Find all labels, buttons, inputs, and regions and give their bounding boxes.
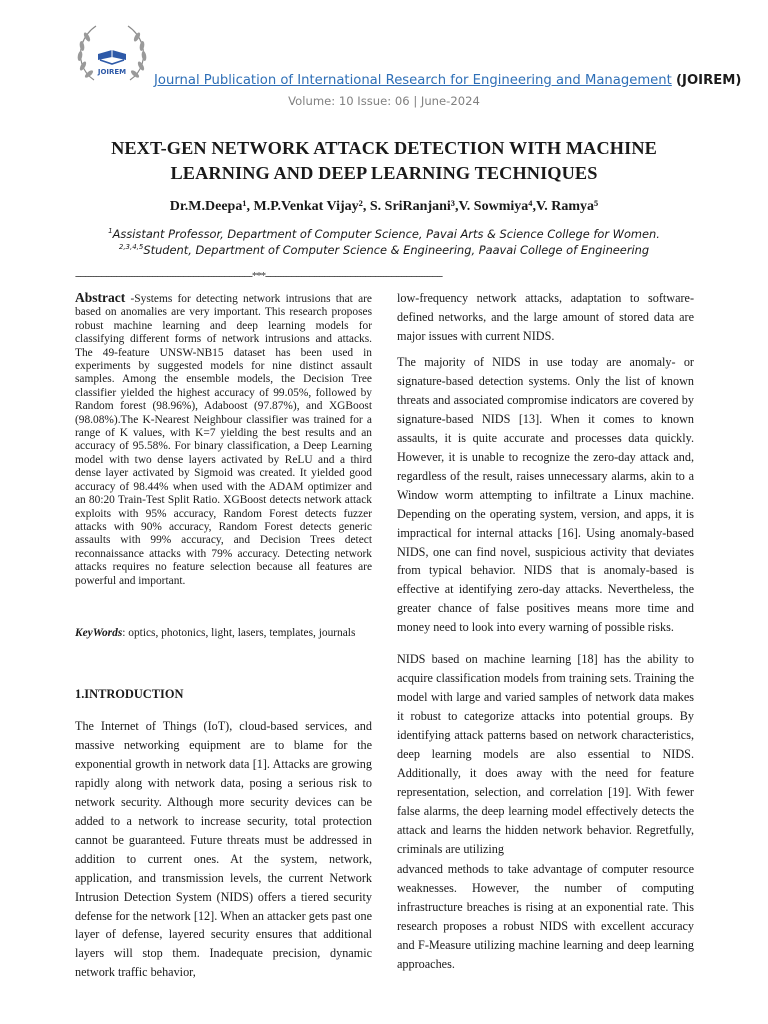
- journal-logo: [72, 16, 152, 96]
- intro-paragraph-1: The Internet of Things (IoT), cloud-based services, and massive networking equipment are to blame for the exponential growth in network data [1]. Attacks are growing rapidly along with network data, posing a serious risk to network security. Although more security devices can be added to a network to increase security, total protection cannot be guaranteed. Future threats must be addressed in addition to current ones. At the system, network, application, and transmission levels, the current Network Intrusion Detection System (NIDS) offers a tiered security defense for the network [12]. When an attacker gets past one layer of defense, layered security ensures that additional layers will stop them. Inadequate precision, dynamic network traffic behavior,: [75, 719, 372, 980]
- paper-title: NEXT-GEN NETWORK ATTACK DETECTION WITH MACHINE LEARNING AND DEEP LEARNING TECHNIQUES: [111, 138, 657, 183]
- right-paragraph-4: advanced methods to take advantage of computer resource weaknesses. However, the number of computing infrastructure breaches is rising at an exponential rate. This research proposes a robust NIDS with excellent accuracy and F-Measure utilizing machine learning and deep learning approaches.: [397, 862, 694, 971]
- abstract-text: -Systems for detecting network intrusions that are based on anomalies are very important. This research proposes robust machine learning and deep learning models for classifying different forms of network intrusions and attacks. The 49-feature UNSW-NB15 dataset has been used in experiments by suggested models for nine distinct assault samples. Among the ensemble models, the Decision Tree classifier yielded the highest accuracy of 99.05%, followed by Random forest (98.96%), Adaboost (97.87%), and XGBoost (98.08%).The K-Nearest Neighbour classifier was trained for a range of K values, with K=7 yielding the best results and an accuracy of 95.58%. For binary classification, a Deep Learning model with two dense layers activated by ReLU and a third dense layer activated by Sigmoid was created. It yielded good accuracy of 98.44% when used with the ADAM optimizer and an 80:20 Train-Test Split Ratio. XGBoost detects network attack exploits with 95% accuracy, Random Forest detects fuzzer attacks with 90% accuracy, Random Forest detects generic assaults with 99% accuracy, and Decision Trees detect reconnaissance attacks with 79% accuracy. Detecting network attacks requires no feature selection because all features are powerful and important.: [75, 293, 372, 587]
- affiliation-1: $^1$Assistant Professor, Department of Computer Science, Pavai Arts & Science College for Women.: [108, 227, 660, 241]
- right-paragraph-1: low-frequency network attacks, adaptation to software-defined networks, and the large amount of stored data are major issues with current NIDS.: [397, 291, 694, 343]
- abstract: [75, 291, 372, 588]
- svg-text:JOIREM: JOIREM: [97, 68, 127, 76]
- section-separator: ---------------------------------------------------------------------***---------------------------------------------------------------------: [75, 270, 442, 282]
- section-heading-introduction: 1.INTRODUCTION: [75, 687, 184, 701]
- right-paragraph-2: The majority of NIDS in use today are anomaly- or signature-based detection systems. Only the list of known threats and associated compromise indicators are covered by signature-based NIDS [13]. When it comes to known assaults, it is quite accurate and processes data quickly. However, it is unable to recognize the zero-day attack and, regardless of the result, raises unnecessary alarms, akin to a Window worm attempting to infiltrate a Linux machine. Depending on the operating system, version, and apps, it is impractical for internal attacks [16]. Using anomaly-based NIDS, one can find novel, suspicious activity that deviates from typical behavior. NIDS that is anomaly-based is effective at identifying zero-day attacks. Nevertheless, the greater chance of false positives means more time and money need to look into every warning of possible risks.: [397, 355, 694, 635]
- keywords-text: : optics, photonics, light, lasers, templates, journals: [122, 627, 356, 639]
- author-list: Dr.M.Deepa¹, M.P.Venkat Vijay², S. SriRanjani³,V. Sowmiya⁴,V. Ramya⁵: [169, 199, 599, 214]
- right-paragraph-3: NIDS based on machine learning [18] has the ability to acquire classification models from training sets. Training the model with large and varied samples of network data makes it robust to categorize attacks into potential groups. By identifying attack patterns based on network characteristics, deep learning models are also essential to NIDS. Additionally, it does away with the need for feature representation, selection, and correlation [19]. With fewer false alarms, the deep learning model effectively detects the attack and learns the hidden network behavior. Regretfully, criminals are utilizing: [397, 652, 694, 856]
- journal-header: [154, 73, 742, 88]
- issue-info: Volume: 10 Issue: 06 | June-2024: [288, 94, 480, 108]
- abstract-label: Abstract: [75, 290, 126, 305]
- keywords: [75, 627, 372, 639]
- journal-name-link[interactable]: Journal Publication of International Research for Engineering and Management: [154, 73, 672, 88]
- journal-abbreviation: (JOIREM): [676, 73, 742, 88]
- keywords-label: KeyWords: [75, 627, 123, 639]
- affiliation-2: $^{2,3,4,5}$Student, Department of Computer Science & Engineering, Paavai College of Engineering: [118, 243, 650, 257]
